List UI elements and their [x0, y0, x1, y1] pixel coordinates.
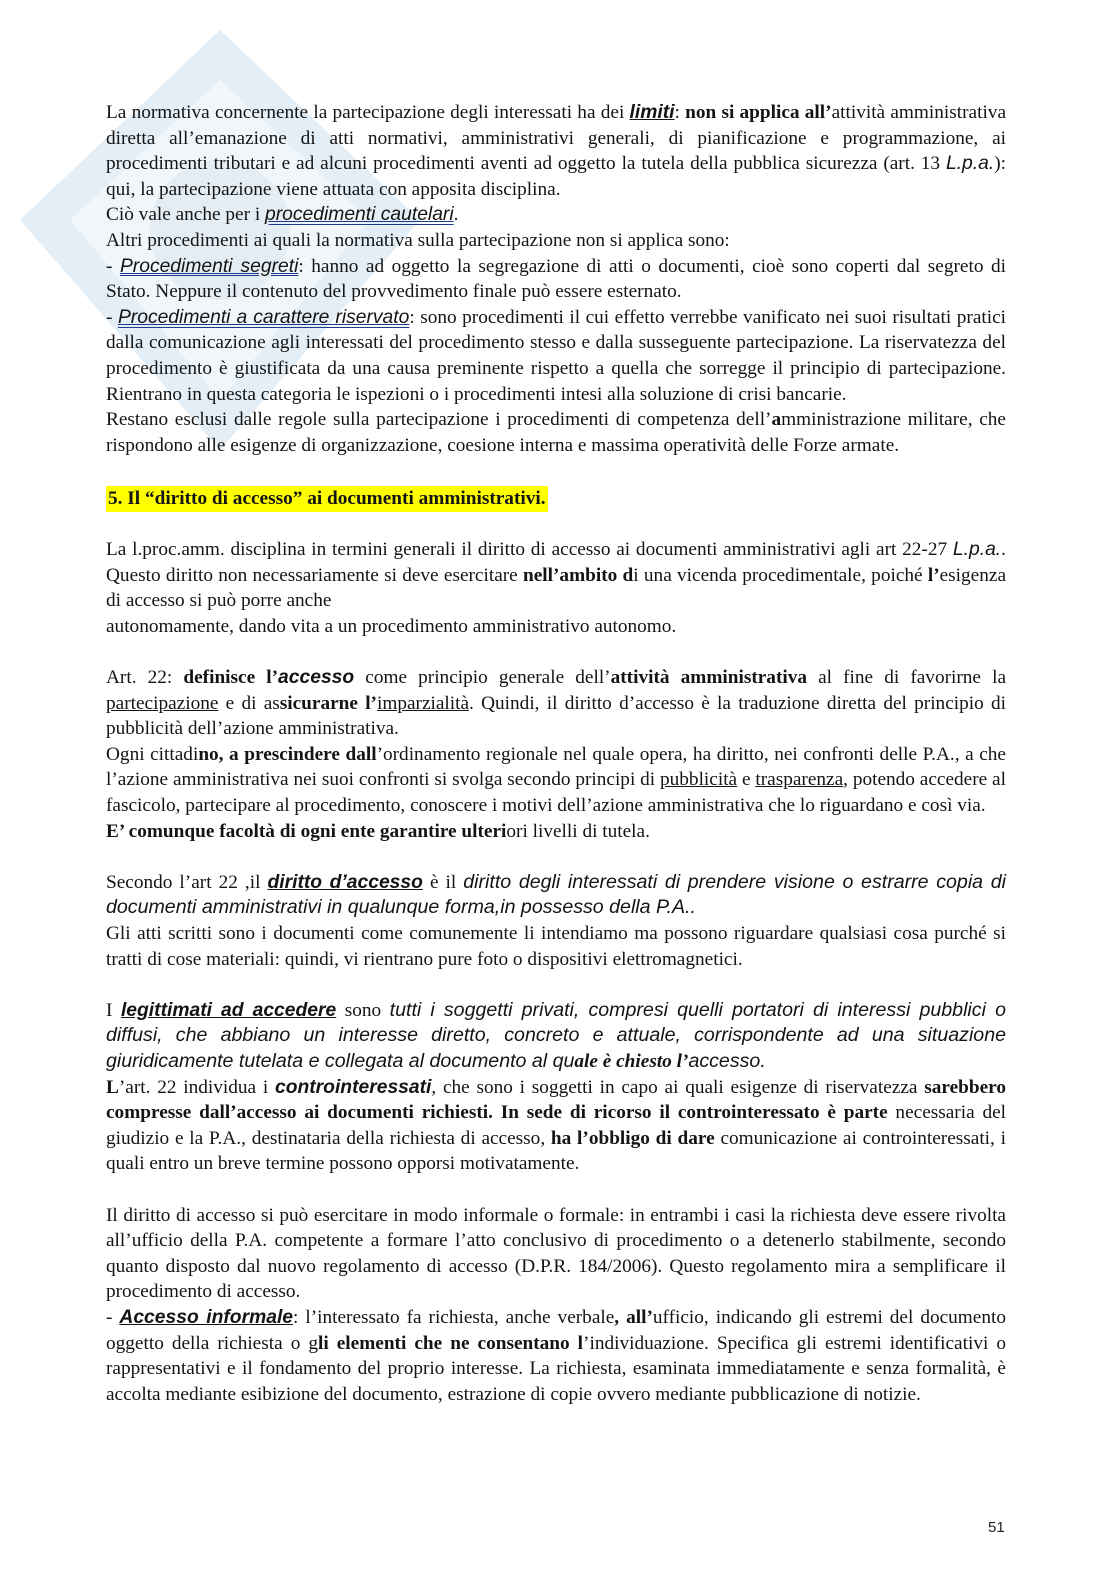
- list-item-riservato: - Procedimenti a carattere riservato: sono procedimenti il cui effetto verrebbe vanificato nei suoi risultati pratici dalla comunicazione agli interessati del procedimento stesso e dalla susseguente partecipazione. La riservatezza del procedimento è giustificata da una causa preminente rispetto a quella che sorregge il principio di partecipazione. Rientrano in questa categoria le ispezioni o i procedimenti intesi alla soluzione di crisi bancarie.: [106, 306, 1007, 405]
- paragraph-art22: Art. 22: definisce l’accesso come principio generale dell’attività amministrativa al fine di favorirne la partecipazione e di assicurarne l’imparzialità. Quindi, il diritto d’accesso è la traduzione diretta del principio di pubblicità dell’azione amministrativa.: [106, 667, 1007, 740]
- paragraph-disciplina-cont: autonomamente, dando vita a un procedimento amministrativo autonomo.: [106, 615, 677, 637]
- paragraph-cautelari: Ciò vale anche per i procedimenti cautelari.: [106, 204, 459, 226]
- keyword-procedimenti-segreti: Procedimenti segreti: [119, 255, 299, 277]
- paragraph-modalita: Il diritto di accesso si può esercitare in modo informale o formale: in entrambi i casi la richiesta deve essere rivolta all’ufficio della P.A. competente a formare l’atto conclusivo di procedimento o a detenerlo stabilmente, secondo quanto disposto dal nuovo regolamento di accesso (D.P.R. 184/2006). Questo regolamento mira a semplificare il procedimento di accesso.: [106, 1204, 1006, 1303]
- keyword-controinteressati: controinteressati: [274, 1076, 432, 1098]
- keyword-diritto-accesso: diritto d’accesso: [267, 871, 423, 893]
- paragraph-cittadino: Ogni cittadino, a prescindere dall’ordinamento regionale nel quale opera, ha diritto, nei confronti delle P.A., a che l’azione amministrativa nei suoi confronti si svolga secondo principi di pubblicità e trasparenza, potendo accedere al fascicolo, partecipare al procedimento, conoscere i motivi dell’azione amministrativa che lo riguardano e così via.: [106, 743, 1006, 817]
- keyword-procedimenti-cautelari: procedimenti cautelari: [265, 204, 454, 226]
- paragraph-altri-procedimenti: Altri procedimenti ai quali la normativa sulla partecipazione non si applica sono:: [106, 229, 730, 251]
- section-heading: 5. Il “diritto di accesso” ai documenti amministrativi.: [106, 484, 1006, 512]
- paragraph-controinteressati: L’art. 22 individua i controinteressati, che sono i soggetti in capo ai quali esigenze di riservatezza sarebbero compresse dall’accesso ai documenti richiesti. In sede di ricorso il controinteressato è parte necessaria del giudizio e la P.A., destinataria della richiesta di accesso, ha l’obbligo di dare comunicazione ai controinteressati, i quali entro un breve termine possono opporsi motivatamente.: [106, 1076, 1006, 1175]
- keyword-accesso-informale: Accesso informale: [119, 1306, 294, 1328]
- document-body: [106, 100, 1006, 1407]
- keyword-legittimati: legittimati ad accedere: [120, 999, 337, 1021]
- paragraph-disciplina: La l.proc.amm. disciplina in termini generali il diritto di accesso ai documenti amministrativi agli art 22-27 L.p.a.. Questo diritto non necessariamente si deve esercitare nell’ambito di una vicenda procedimentale, poiché l’esigenza di accesso si può porre anche: [106, 539, 1006, 612]
- paragraph-esclusi: Restano esclusi dalle regole sulla partecipazione i procedimenti di competenza dell’amministrazione militare, che rispondono alle esigenze di organizzazione, coesione interna e massima operatività delle Forze armate.: [106, 409, 1006, 456]
- paragraph-atti-scritti: Gli atti scritti sono i documenti come comunemente li intendiamo ma possono riguardare qualsiasi cosa purché si tratti di cose materiali: quindi, vi rientrano pure foto o dispositivi elettromagnetici.: [106, 923, 1006, 970]
- paragraph-definizione: Secondo l’art 22 ,il diritto d’accesso è il diritto degli interessati di prendere visione o estrarre copia di documenti amministrativi in qualunque forma,in possesso della P.A..: [106, 870, 1006, 919]
- keyword-procedimenti-riservati: Procedimenti a carattere riservato: [117, 306, 410, 328]
- list-item-accesso-informale: - Accesso informale: l’interessato fa richiesta, anche verbale, all’ufficio, indicando gli estremi del documento oggetto della richiesta o gli elementi che ne consentano l’individuazione. Specifica gli estremi identificativi o rappresentativi e il fondamento del proprio interesse. La richiesta, esaminata immediatamente e senza formalità, è accolta mediante esibizione del documento, estrazione di copie ovvero mediante pubblicazione di notizie.: [106, 1306, 1006, 1405]
- paragraph-legittimati: I legittimati ad accedere sono tutti i soggetti privati, compresi quelli portatori di interessi pubblici o diffusi, che abbiano un interesse diretto, concreto e attuale, corrispondente ad una situazione giuridicamente tutelata e collegata al documento al quale è chiesto l’accesso.: [106, 998, 1006, 1072]
- keyword-limiti: limiti: [629, 102, 675, 123]
- paragraph-facolta: E’ comunque facoltà di ogni ente garantire ulteriori livelli di tutela.: [106, 820, 650, 842]
- page-number: 51: [988, 1519, 1005, 1536]
- paragraph-limiti: La normativa concernente la partecipazione degli interessati ha dei limiti: non si applica all’attività amministrativa diretta all’emanazione di atti normativi, amministrativi generali, di pianificazione e programmazione, ai procedimenti tributari e ad alcuni procedimenti aventi ad oggetto la tutela della pubblica sicurezza (art. 13 L.p.a.): qui, la partecipazione viene attuata con apposita disciplina.: [106, 102, 1006, 200]
- list-item-segreti: - Procedimenti segreti: hanno ad oggetto la segregazione di atti o documenti, cioè sono coperti dal segreto di Stato. Neppure il contenuto del provvedimento finale può essere esternato.: [106, 255, 1006, 303]
- keyword-accesso: accesso: [278, 667, 355, 689]
